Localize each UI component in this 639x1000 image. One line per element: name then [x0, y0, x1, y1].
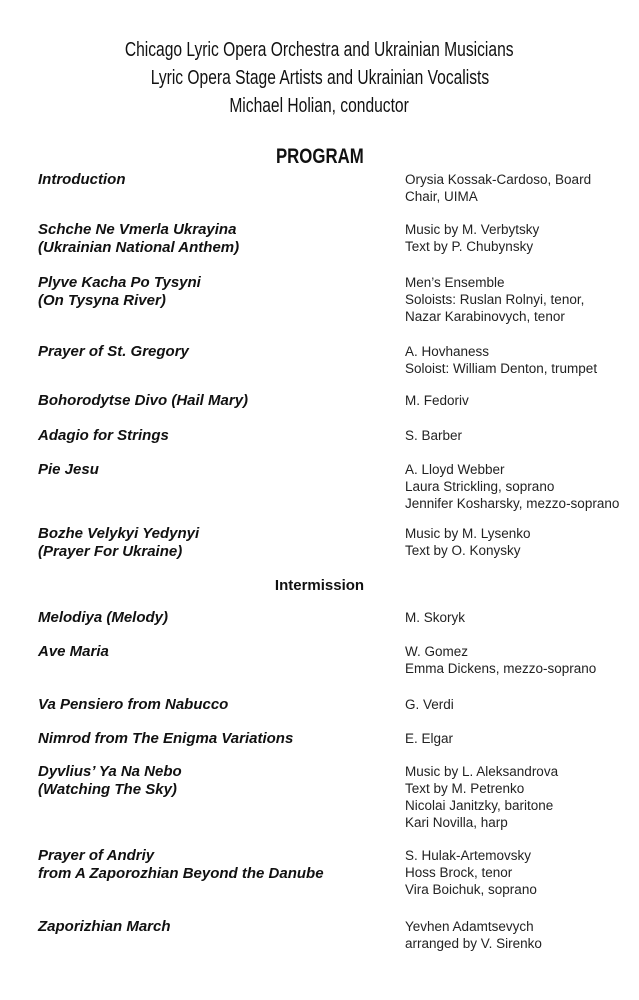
- piece-title-line: (Prayer For Ukraine): [38, 543, 183, 560]
- piece-title: [38, 763, 182, 799]
- piece-title: [38, 221, 239, 257]
- credit-line: Music by L. Aleksandrova: [405, 764, 559, 779]
- credit-line: Music by M. Lysenko: [405, 526, 531, 541]
- piece-title-line: Adagio for Strings: [38, 427, 169, 444]
- piece-title-line: Prayer of Andriy: [38, 847, 155, 864]
- credit-line: S. Barber: [405, 428, 463, 443]
- credit-line: G. Verdi: [405, 697, 454, 712]
- piece-credits: [405, 525, 531, 559]
- piece-credits: [405, 847, 537, 898]
- program-title-text: PROGRAM: [275, 145, 364, 168]
- piece-title: [38, 392, 248, 410]
- piece-title: [38, 343, 189, 361]
- credit-line: A. Lloyd Webber: [405, 462, 505, 477]
- piece-credits: [405, 274, 584, 325]
- piece-title-line: Prayer of St. Gregory: [38, 343, 189, 360]
- piece-title-line: Bozhe Velykyi Yedynyi: [38, 525, 200, 542]
- credit-line: Text by M. Petrenko: [405, 781, 525, 796]
- piece-title-line: Plyve Kacha Po Tysyni: [38, 274, 201, 291]
- piece-title: [38, 427, 169, 445]
- credit-line: Orysia Kossak-Cardoso, Board: [405, 172, 592, 187]
- piece-credits: [405, 730, 453, 747]
- piece-title: [38, 171, 125, 189]
- credit-line: Soloists: Ruslan Rolnyi, tenor,: [405, 292, 585, 307]
- credit-line: Kari Novilla, harp: [405, 815, 508, 830]
- credit-line: M. Fedoriv: [405, 393, 469, 408]
- header-line-1: [0, 39, 639, 62]
- piece-credits: [405, 392, 469, 409]
- credit-line: Music by M. Verbytsky: [405, 222, 540, 237]
- header-line-3: [0, 95, 639, 118]
- credit-line: Hoss Brock, tenor: [405, 865, 513, 880]
- piece-title: [38, 696, 228, 714]
- piece-title: [38, 525, 199, 561]
- credit-line: arranged by V. Sirenko: [405, 936, 542, 951]
- piece-credits: [405, 643, 596, 677]
- piece-credits: [405, 609, 465, 626]
- credit-line: Jennifer Kosharsky, mezzo-soprano: [405, 496, 620, 511]
- piece-title-line: (Watching The Sky): [38, 781, 177, 798]
- piece-title: [38, 730, 293, 748]
- program-title: [0, 145, 639, 169]
- piece-credits: [405, 696, 454, 713]
- intermission-label: Intermission: [274, 577, 365, 594]
- header-line-3-text: Michael Holian, conductor: [229, 95, 410, 117]
- piece-title-line: Va Pensiero from Nabucco: [38, 696, 229, 713]
- piece-title: [38, 918, 171, 936]
- piece-credits: [405, 343, 597, 377]
- header-line-2-text: Lyric Opera Stage Artists and Ukrainian Vocalists: [150, 67, 489, 89]
- piece-title: [38, 274, 201, 310]
- credit-line: Text by O. Konysky: [405, 543, 521, 558]
- credit-line: E. Elgar: [405, 731, 454, 746]
- piece-title-line: (On Tysyna River): [38, 292, 166, 309]
- piece-credits: [405, 427, 462, 444]
- piece-title-line: from A Zaporozhian Beyond the Danube: [38, 865, 324, 882]
- credit-line: Nicolai Janitzky, baritone: [405, 798, 554, 813]
- piece-title-line: Pie Jesu: [38, 461, 99, 478]
- piece-title-line: (Ukrainian National Anthem): [38, 239, 240, 256]
- piece-title: [38, 461, 99, 479]
- piece-title-line: Schche Ne Vmerla Ukrayina: [38, 221, 237, 238]
- piece-credits: [405, 918, 542, 952]
- piece-credits: [405, 461, 619, 512]
- piece-title-line: Zaporizhian March: [38, 918, 171, 935]
- piece-title: [38, 643, 109, 661]
- piece-credits: [405, 221, 539, 255]
- piece-title: [38, 847, 324, 883]
- piece-title-line: Bohorodytse Divo (Hail Mary): [38, 392, 249, 409]
- credit-line: Nazar Karabinovych, tenor: [405, 309, 565, 324]
- piece-title: [38, 609, 168, 627]
- piece-credits: [405, 171, 591, 205]
- credit-line: Chair, UIMA: [405, 189, 478, 204]
- header-line-1-text: Chicago Lyric Opera Orchestra and Ukrainian Musicians: [125, 39, 514, 61]
- credit-line: S. Hulak-Artemovsky: [405, 848, 532, 863]
- piece-title-line: Dyvlius’ Ya Na Nebo: [38, 763, 182, 780]
- credit-line: A. Hovhaness: [405, 344, 490, 359]
- credit-line: Yevhen Adamtsevych: [405, 919, 534, 934]
- header-line-2: [0, 67, 639, 90]
- piece-title-line: Introduction: [38, 171, 126, 188]
- piece-title-line: Nimrod from The Enigma Variations: [38, 730, 294, 747]
- credit-line: Soloist: William Denton, trumpet: [405, 361, 598, 376]
- credit-line: M. Skoryk: [405, 610, 466, 625]
- credit-line: W. Gomez: [405, 644, 469, 659]
- piece-title-line: Ave Maria: [38, 643, 109, 660]
- credit-line: Laura Strickling, soprano: [405, 479, 555, 494]
- piece-title-line: Melodiya (Melody): [38, 609, 169, 626]
- credit-line: Vira Boichuk, soprano: [405, 882, 537, 897]
- credit-line: Text by P. Chubynsky: [405, 239, 534, 254]
- credit-line: Men’s Ensemble: [405, 275, 505, 290]
- credit-line: Emma Dickens, mezzo-soprano: [405, 661, 597, 676]
- piece-credits: [405, 763, 558, 831]
